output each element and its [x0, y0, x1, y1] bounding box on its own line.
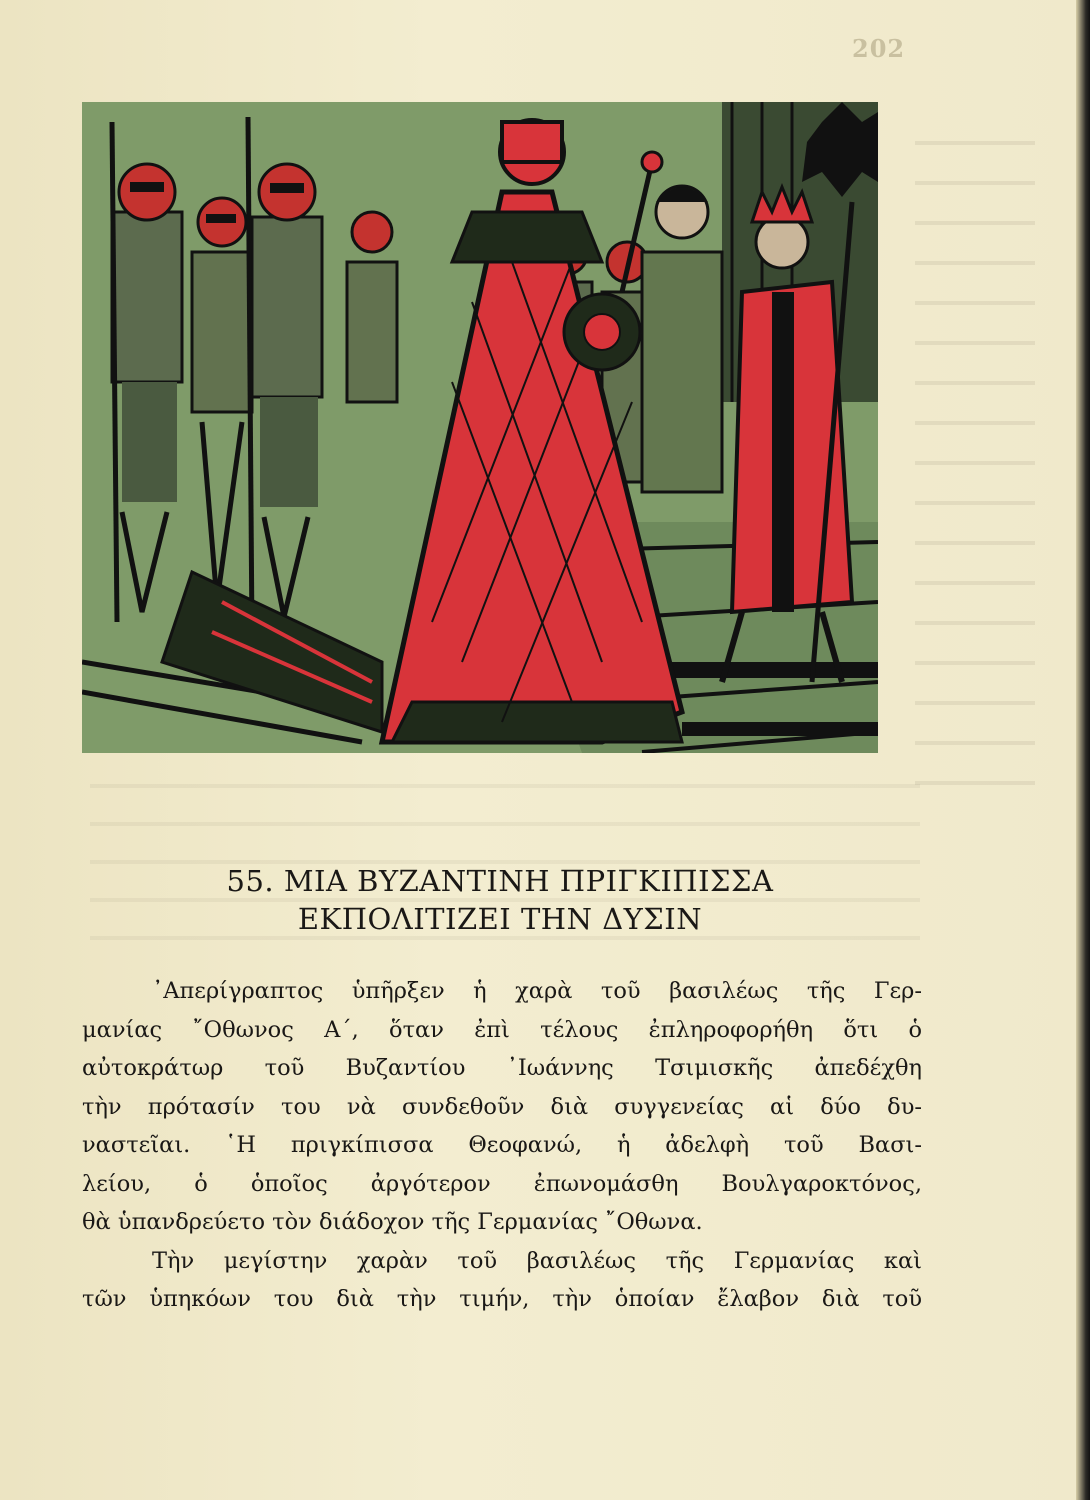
- chapter-number: 55.: [226, 864, 275, 898]
- text-line: θὰ ὑπανδρεύετο τὸν διάδοχον τῆς Γερμανίας ῎Οθωνα.: [82, 1209, 703, 1235]
- page-edge: [1076, 0, 1090, 1500]
- chapter-body-text: [82, 972, 922, 1319]
- text-line: τὴν πρότασίν του νὰ συνδεθοῦν διὰ συγγενείας αἱ δύο δυ-: [82, 1093, 922, 1120]
- chapter-illustration: [82, 102, 878, 753]
- illustration-drawing: [82, 102, 878, 753]
- bleed-through-marks: [915, 115, 1035, 815]
- chapter-title: [180, 862, 820, 938]
- text-line: αὐτοκράτωρ τοῦ Βυζαντίου ᾿Ιωάννης Τσιμισκῆς ἀπεδέχθη: [82, 1055, 922, 1081]
- text-line: ᾿Απερίγραπτος ὑπῆρξεν ἡ χαρὰ τοῦ βασιλέως τῆς Γερ-: [152, 978, 922, 1004]
- chapter-title-line-1: [180, 862, 820, 900]
- text-line: λείου, ὁ ὁποῖος ἀργότερον ἐπωνομάσθη Βουλγαροκτόνος,: [82, 1170, 922, 1197]
- page-number: 202: [852, 34, 906, 63]
- text-line: τῶν ὑπηκόων του διὰ τὴν τιμήν, τὴν ὁποίαν ἔλαβον διὰ τοῦ: [82, 1286, 922, 1312]
- text-line: ναστεῖαι. ῾Η πριγκίπισσα Θεοφανώ, ἡ ἀδελφὴ τοῦ Βασι-: [82, 1132, 922, 1158]
- chapter-title-line-2: ΕΚΠΟΛΙΤΙΖΕΙ ΤΗΝ ΔΥΣΙΝ: [297, 902, 703, 936]
- text-line: μανίας ῎Οθωνος Α΄, ὅταν ἐπὶ τέλους ἐπληροφορήθη ὅτι ὁ: [82, 1016, 922, 1043]
- text-line: Τὴν μεγίστην χαρὰν τοῦ βασιλέως τῆς Γερμανίας καὶ: [152, 1247, 922, 1274]
- chapter-title-text-1: ΜΙΑ ΒΥΖΑΝΤΙΝΗ ΠΡΙΓΚΙΠΙΣΣΑ: [283, 864, 774, 898]
